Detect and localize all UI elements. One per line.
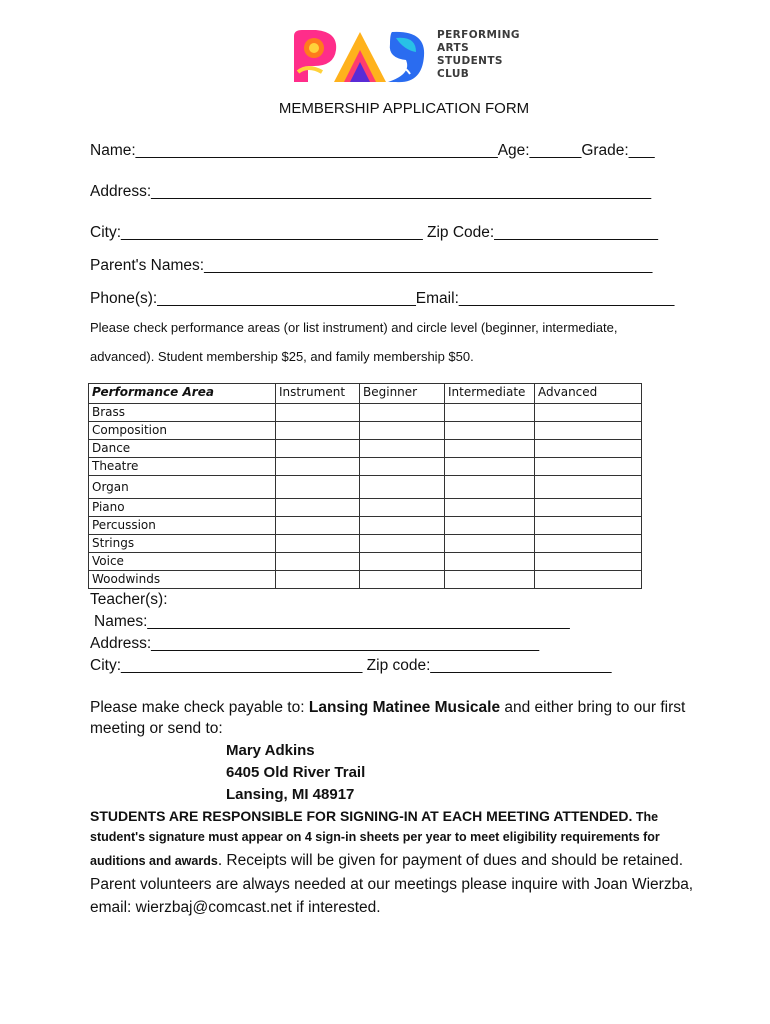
table-row <box>89 422 642 440</box>
intermediate-cell[interactable] <box>445 476 535 499</box>
payment-text: and either bring to our first <box>500 699 686 716</box>
table-row <box>89 404 642 422</box>
performance-table <box>88 383 642 589</box>
intermediate-cell[interactable] <box>445 458 535 476</box>
instrument-cell[interactable] <box>276 535 360 553</box>
beginner-cell[interactable] <box>360 553 445 571</box>
notice-line-2: student's signature must appear on 4 sign-in sheets per year to meet eligibility requirements for <box>90 830 660 844</box>
advanced-cell[interactable] <box>535 499 642 517</box>
area-cell: Organ <box>89 476 276 499</box>
notice-line-5: email: wierzbaj@comcast.net if interested. <box>90 899 381 916</box>
teacher-names-field[interactable]: Names:_________________________________________________ <box>94 613 570 630</box>
intermediate-cell[interactable] <box>445 404 535 422</box>
beginner-cell[interactable] <box>360 458 445 476</box>
header-beginner: Beginner <box>360 384 445 404</box>
pas-logo <box>292 28 428 84</box>
parents-names-field[interactable]: Parent's Names:____________________________________________________ <box>90 257 653 274</box>
instrument-cell[interactable] <box>276 404 360 422</box>
intermediate-cell[interactable] <box>445 440 535 458</box>
name-age-grade-field[interactable]: Name:__________________________________________Age:______Grade:___ <box>90 142 655 159</box>
instrument-cell[interactable] <box>276 517 360 535</box>
area-cell: Woodwinds <box>89 571 276 589</box>
advanced-cell[interactable] <box>535 458 642 476</box>
mail-address-street: 6405 Old River Trail <box>226 764 366 781</box>
table-row <box>89 535 642 553</box>
table-header-row <box>89 384 642 404</box>
beginner-cell[interactable] <box>360 517 445 535</box>
area-cell: Strings <box>89 535 276 553</box>
intermediate-cell[interactable] <box>445 535 535 553</box>
header-instrument: Instrument <box>276 384 360 404</box>
table-row <box>89 440 642 458</box>
area-cell: Dance <box>89 440 276 458</box>
intermediate-cell[interactable] <box>445 553 535 571</box>
mail-address-name: Mary Adkins <box>226 742 315 759</box>
advanced-cell[interactable] <box>535 476 642 499</box>
notice-caps: STUDENTS ARE RESPONSIBLE FOR SIGNING-IN AT EACH MEETING ATTENDED. <box>90 808 633 824</box>
teacher-heading: Teacher(s): <box>90 591 168 608</box>
instrument-cell[interactable] <box>276 553 360 571</box>
area-cell: Brass <box>89 404 276 422</box>
notice-line-3 <box>90 852 683 870</box>
area-cell: Composition <box>89 422 276 440</box>
notice-line-4: Parent volunteers are always needed at our meetings please inquire with Joan Wierzba, <box>90 876 694 893</box>
intermediate-cell[interactable] <box>445 517 535 535</box>
table-row <box>89 553 642 571</box>
instrument-cell[interactable] <box>276 422 360 440</box>
beginner-cell[interactable] <box>360 535 445 553</box>
address-field[interactable]: Address:__________________________________________________________ <box>90 183 652 200</box>
instrument-cell[interactable] <box>276 571 360 589</box>
payment-line-1 <box>90 699 685 717</box>
table-row <box>89 458 642 476</box>
intermediate-cell[interactable] <box>445 499 535 517</box>
advanced-cell[interactable] <box>535 422 642 440</box>
beginner-cell[interactable] <box>360 440 445 458</box>
header-performance-area: Performance Area <box>89 384 276 404</box>
payee-name: Lansing Matinee Musicale <box>308 699 501 716</box>
table-row <box>89 517 642 535</box>
logo-line: PERFORMING <box>437 29 520 41</box>
area-cell: Theatre <box>89 458 276 476</box>
advanced-cell[interactable] <box>535 517 642 535</box>
advanced-cell[interactable] <box>535 404 642 422</box>
advanced-cell[interactable] <box>535 535 642 553</box>
instrument-cell[interactable] <box>276 440 360 458</box>
payment-text: Please make check payable to: <box>90 699 309 716</box>
notice-line-1 <box>90 808 658 824</box>
table-row <box>89 476 642 499</box>
area-cell: Piano <box>89 499 276 517</box>
intermediate-cell[interactable] <box>445 571 535 589</box>
logo-line: ARTS <box>437 42 470 54</box>
beginner-cell[interactable] <box>360 499 445 517</box>
mail-address-city: Lansing, MI 48917 <box>226 786 355 803</box>
logo-line: STUDENTS <box>437 55 503 67</box>
beginner-cell[interactable] <box>360 571 445 589</box>
advanced-cell[interactable] <box>535 553 642 571</box>
teacher-city-zip-field[interactable]: City:____________________________ Zip code:_____________________ <box>90 657 612 674</box>
header-advanced: Advanced <box>535 384 642 404</box>
instrument-cell[interactable] <box>276 476 360 499</box>
header-intermediate: Intermediate <box>445 384 535 404</box>
phone-email-field[interactable]: Phone(s):______________________________Email:_________________________ <box>90 290 675 307</box>
advanced-cell[interactable] <box>535 571 642 589</box>
table-row <box>89 499 642 517</box>
logo-line: CLUB <box>437 68 470 80</box>
beginner-cell[interactable] <box>360 404 445 422</box>
instrument-cell[interactable] <box>276 499 360 517</box>
area-cell: Voice <box>89 553 276 571</box>
notice-text: . Receipts will be given for payment of dues and should be retained. <box>217 852 684 869</box>
teacher-address-field[interactable]: Address:_____________________________________________ <box>90 635 540 652</box>
instructions-line-1: Please check performance areas (or list instrument) and circle level (beginner, intermediate, <box>90 320 618 335</box>
payment-line-2: meeting or send to: <box>90 720 223 737</box>
city-zip-field[interactable]: City:___________________________________ Zip Code:___________________ <box>90 224 659 241</box>
advanced-cell[interactable] <box>535 440 642 458</box>
notice-text: The <box>632 810 659 824</box>
table-row <box>89 571 642 589</box>
notice-bold-text: auditions and awards <box>90 854 218 868</box>
logo-text <box>437 29 520 81</box>
beginner-cell[interactable] <box>360 422 445 440</box>
intermediate-cell[interactable] <box>445 422 535 440</box>
area-cell: Percussion <box>89 517 276 535</box>
instrument-cell[interactable] <box>276 458 360 476</box>
beginner-cell[interactable] <box>360 476 445 499</box>
instructions-line-2: advanced). Student membership $25, and family membership $50. <box>90 349 474 364</box>
form-title: MEMBERSHIP APPLICATION FORM <box>278 100 530 117</box>
